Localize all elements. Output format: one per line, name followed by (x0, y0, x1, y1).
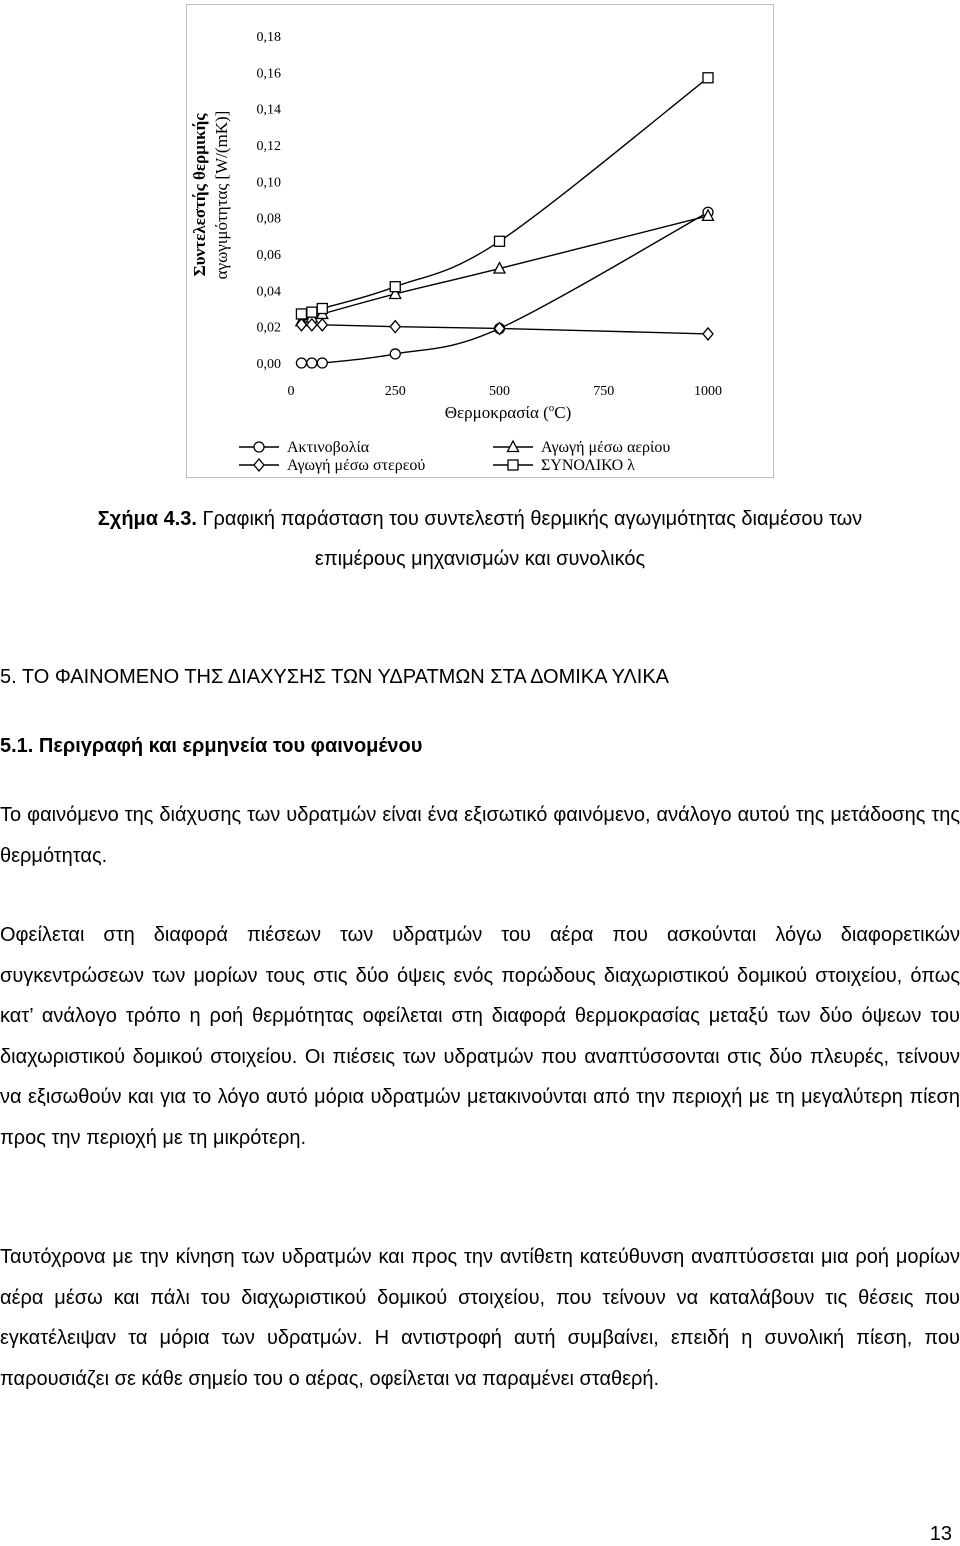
y-tick-label: 0,00 (256, 357, 281, 372)
data-point-diamond (703, 328, 713, 340)
figure-caption (0, 506, 960, 532)
paragraph-2: Οφείλεται στη διαφορά πιέσεων των υδρατμών του αέρα που ασκούνται λόγω διαφορετικών συγκεντρώσεων των μορίων τους στις δύο όψεις ενός πορώδους διαχωριστικού δομικού στοιχείου, όπως κατ’ ανάλογο τρόπο η ροή θερμότητας οφείλεται στη διαφορά θερμοκρασίας μεταξύ των δύο όψεων του διαχωριστικού δομικού στοιχείου. Οι πιέσεις των υδρατμών που αναπτύσσονται στις δύο πλευρές, τείνουν να εξισωθούν και για το λόγο αυτό μόρια υδρατμών μετακινούνται από την περιοχή με τη μεγαλύτερη πίεση προς την περιοχή με τη μικρότερη. (0, 924, 960, 1149)
x-tick-label: 0 (287, 384, 295, 399)
x-tick-label: 250 (384, 384, 406, 399)
data-point-square (703, 73, 713, 83)
data-point-square (495, 236, 505, 246)
data-point-diamond (317, 319, 327, 331)
data-point-square (296, 309, 306, 319)
section-heading: 5. ΤΟ ΦΑΙΝΟΜΕΝΟ ΤΗΣ ΔΙΑΧΥΣΗΣ ΤΩΝ ΥΔΡΑΤΜΩΝ ΣΤΑ ΔΟΜΙΚΑ ΥΛΙΚΑ (0, 666, 670, 688)
legend-label: Αγωγή μέσω στερεού (287, 457, 426, 474)
y-tick-label: 0,14 (256, 102, 281, 118)
data-point-circle (390, 349, 400, 359)
series-line-triangle (301, 216, 708, 321)
y-tick-label: 0,12 (256, 139, 281, 154)
legend-marker-circle (254, 442, 264, 452)
page-number: 13 (929, 1523, 952, 1545)
y-tick-label: 0,02 (256, 320, 281, 336)
data-point-circle (296, 358, 306, 368)
y-axis-label-line1: Συντελεστής θερμικής (190, 113, 209, 277)
y-axis-label-line2: αγωγιμότητας [W/(mK)] (212, 110, 231, 280)
paragraph-3: Ταυτόχρονα με την κίνηση των υδρατμών και προς την αντίθετη κατεύθυνση αναπτύσσεται μια ροή μορίων αέρα μέσω και πάλι του διαχωριστικού δομικού στοιχείου, που τείνουν να καταλάβουν τις θέσεις που εγκατέλειψαν τα μόρια των υδρατμών. Η αντιστροφή αυτή συμβαίνει, επειδή η συνολική πίεση, που παρουσιάζει σε κάθε σημείο του ο αέρας, οφείλεται να παραμένει σταθερή. (0, 1246, 960, 1390)
data-point-circle (317, 358, 327, 368)
figure-caption-line2: επιμέρους μηχανισμών και συνολικός (314, 548, 646, 570)
x-tick-label: 750 (593, 384, 615, 399)
data-point-diamond (390, 321, 400, 333)
subsection-heading: 5.1. Περιγραφή και ερμηνεία του φαινομένου (0, 735, 423, 757)
legend-marker-square (508, 460, 518, 470)
chart-svg (187, 5, 775, 479)
legend-label: ΣΥΝΟΛΙΚΟ λ (541, 457, 635, 474)
series-line-square (301, 78, 708, 314)
legend-label: Αγωγή μέσω αερίου (541, 439, 671, 456)
data-point-square (317, 304, 327, 314)
y-tick-label: 0,04 (256, 284, 281, 300)
x-tick-label: 1000 (694, 384, 722, 399)
legend-marker-diamond (254, 459, 264, 471)
caption-number: Σχήμα 4.3. (97, 508, 197, 530)
y-tick-label: 0,06 (256, 248, 281, 263)
series-line-circle (301, 212, 708, 363)
data-point-circle (307, 358, 317, 368)
y-tick-label: 0,18 (256, 30, 281, 45)
caption-text: Γραφική παράσταση του συντελεστή θερμικής αγωγιμότητας διαμέσου των (196, 508, 863, 530)
data-point-square (390, 282, 400, 292)
y-tick-label: 0,16 (256, 66, 281, 82)
data-point-square (307, 307, 317, 317)
legend-marker-triangle (508, 441, 519, 452)
y-tick-label: 0,08 (256, 211, 281, 227)
x-tick-label: 500 (489, 384, 510, 399)
paragraph-1: Το φαινόμενο της διάχυσης των υδρατμών είναι ένα εξισωτικό φαινόμενο, ανάλογο αυτού της μετάδοσης της θερμότητας. (0, 804, 960, 867)
x-axis-label: Θερμοκρασία ($^o$C) (444, 402, 572, 422)
y-tick-label: 0,10 (256, 175, 281, 191)
figure-chart (186, 4, 774, 478)
legend-label: Ακτινοβολία (287, 439, 370, 456)
